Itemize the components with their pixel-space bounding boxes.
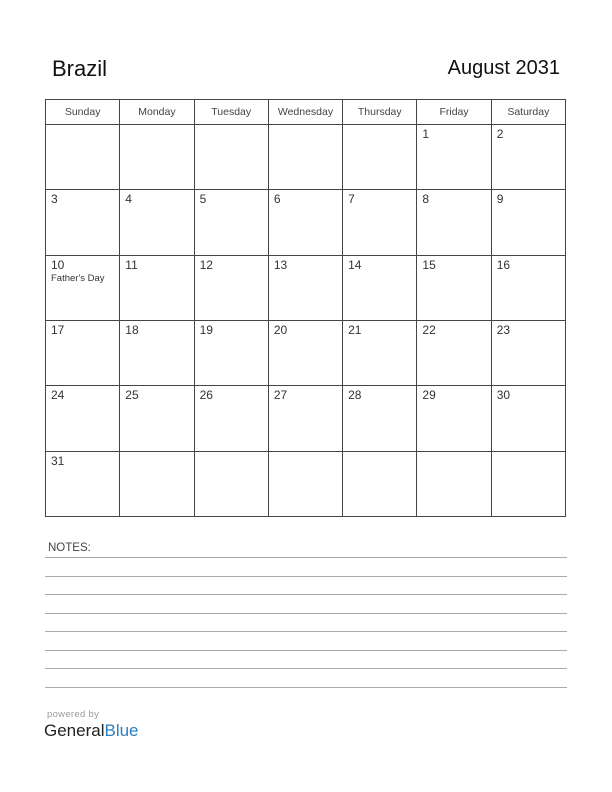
day-number: 30	[496, 388, 511, 403]
weekday-tuesday: Tuesday	[194, 100, 268, 125]
day-cell	[194, 255, 268, 320]
day-number: 22	[422, 322, 436, 337]
day-number: 29	[422, 388, 436, 403]
day-number	[343, 452, 416, 454]
day-cell	[194, 190, 268, 255]
day-number: 28	[348, 388, 362, 403]
holiday-label: Father's Day	[51, 272, 105, 284]
day-number	[46, 125, 119, 127]
day-number: 2	[496, 127, 504, 141]
day-cell	[46, 386, 120, 451]
day-cell	[417, 320, 491, 385]
day-number: 31	[51, 453, 65, 468]
day-cell	[46, 190, 120, 255]
day-number: 15	[422, 257, 436, 272]
day-cell	[120, 125, 194, 190]
weekday-wednesday: Wednesday	[268, 100, 342, 125]
day-cell	[194, 125, 268, 190]
day-number: 25	[125, 388, 139, 403]
day-number	[343, 125, 416, 127]
day-number	[195, 125, 268, 127]
weekday-sunday: Sunday	[46, 100, 120, 125]
notes-label: NOTES:	[48, 542, 91, 554]
day-cell	[417, 255, 491, 320]
day-cell	[343, 451, 417, 516]
day-number: 13	[273, 257, 288, 272]
day-number: 10	[51, 257, 65, 272]
day-cell	[343, 386, 417, 451]
month-year-title: August 2031	[447, 57, 560, 79]
note-line	[45, 613, 567, 614]
day-number: 16	[496, 257, 511, 272]
day-number: 14	[348, 257, 362, 272]
day-cell	[491, 255, 565, 320]
weekday-saturday: Saturday	[491, 100, 565, 125]
week-row-4	[46, 320, 566, 385]
week-row-2	[46, 190, 566, 255]
day-cell	[194, 451, 268, 516]
day-number	[417, 452, 490, 454]
day-cell	[491, 320, 565, 385]
day-cell	[417, 125, 491, 190]
day-cell	[491, 451, 565, 516]
day-cell	[343, 320, 417, 385]
day-cell	[46, 255, 120, 320]
day-number	[269, 452, 342, 454]
day-number: 11	[125, 257, 138, 272]
day-cell	[268, 190, 342, 255]
day-cell	[120, 451, 194, 516]
day-cell	[46, 451, 120, 516]
day-number	[492, 452, 565, 454]
day-number: 23	[496, 322, 511, 337]
day-cell	[491, 125, 565, 190]
day-number: 21	[348, 322, 362, 337]
note-line	[45, 557, 567, 558]
day-number: 27	[273, 388, 288, 403]
day-cell	[120, 320, 194, 385]
week-row-1	[46, 125, 566, 190]
day-cell	[343, 125, 417, 190]
day-number: 5	[199, 192, 207, 207]
generalblue-logo[interactable]	[44, 721, 139, 741]
day-number: 19	[199, 322, 213, 337]
day-number: 6	[273, 192, 281, 207]
day-cell	[417, 451, 491, 516]
day-number	[120, 125, 193, 127]
day-number: 17	[51, 322, 65, 337]
day-cell	[268, 125, 342, 190]
day-cell	[343, 255, 417, 320]
weekday-thursday: Thursday	[343, 100, 417, 125]
day-cell	[268, 386, 342, 451]
day-number: 26	[199, 388, 213, 403]
day-cell	[343, 190, 417, 255]
day-cell	[46, 320, 120, 385]
weekday-monday: Monday	[120, 100, 194, 125]
day-cell	[417, 190, 491, 255]
powered-by-text: powered by	[47, 709, 100, 720]
day-cell	[491, 386, 565, 451]
note-line	[45, 576, 567, 577]
day-number: 12	[199, 257, 213, 272]
week-row-6	[46, 451, 566, 516]
day-number: 24	[51, 388, 65, 403]
day-number	[269, 125, 342, 127]
day-number: 4	[125, 192, 132, 207]
day-cell	[268, 320, 342, 385]
week-row-5	[46, 386, 566, 451]
day-number	[195, 452, 268, 454]
note-line	[45, 668, 567, 669]
day-number: 1	[422, 127, 430, 141]
calendar-grid	[45, 99, 566, 517]
day-cell	[120, 190, 194, 255]
day-cell	[417, 386, 491, 451]
country-title: Brazil	[52, 56, 108, 81]
day-cell	[491, 190, 565, 255]
day-cell	[120, 255, 194, 320]
day-number: 9	[496, 192, 504, 207]
day-cell	[194, 386, 268, 451]
week-row-3	[46, 255, 566, 320]
day-cell	[46, 125, 120, 190]
day-cell	[268, 451, 342, 516]
day-number: 3	[51, 192, 58, 207]
day-number: 8	[422, 192, 430, 207]
brand-general-text: General	[44, 721, 105, 740]
weekday-header-row	[46, 100, 566, 125]
day-number: 18	[125, 322, 139, 337]
day-cell	[268, 255, 342, 320]
day-number: 7	[348, 192, 355, 207]
note-line	[45, 687, 567, 688]
note-line	[45, 650, 567, 651]
note-line	[45, 631, 567, 632]
day-number: 20	[273, 322, 288, 337]
day-number	[120, 452, 193, 454]
day-cell	[120, 386, 194, 451]
weekday-friday: Friday	[417, 100, 491, 125]
note-line	[45, 594, 567, 595]
day-cell	[194, 320, 268, 385]
brand-blue-text: Blue	[104, 721, 139, 740]
